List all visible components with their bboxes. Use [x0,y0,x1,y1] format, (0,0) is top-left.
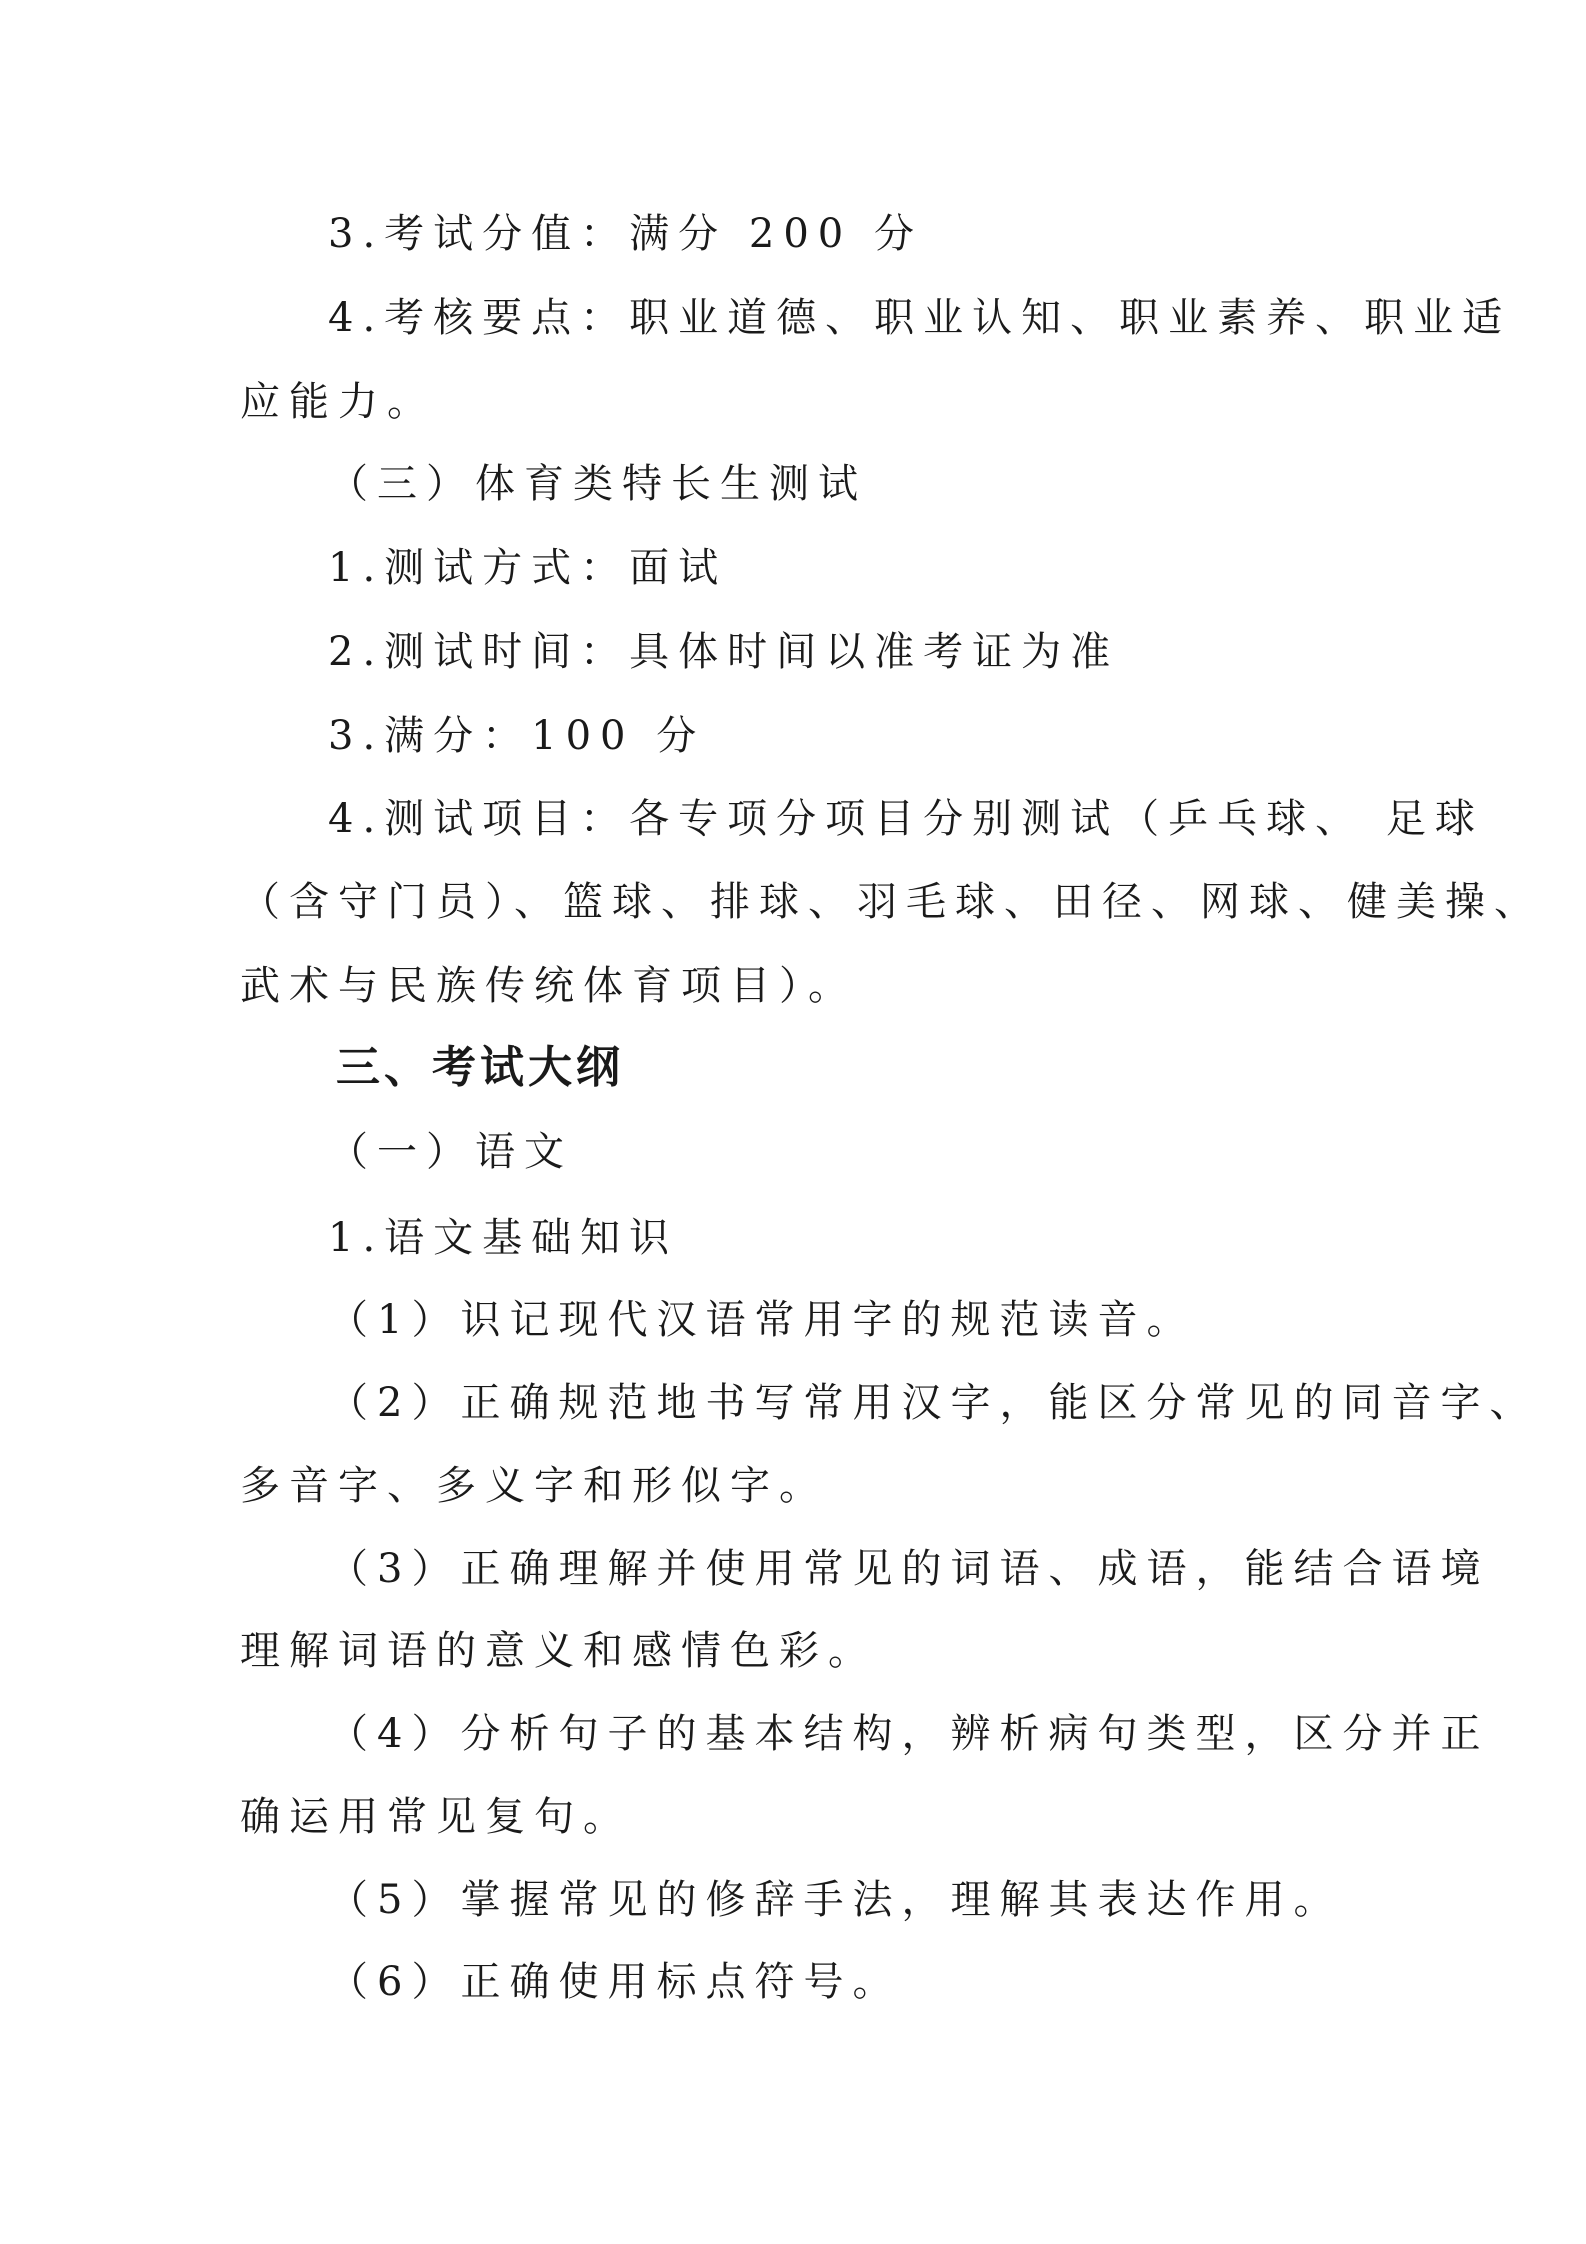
paragraph-assessment-points: 4.考核要点：职业道德、职业认知、职业素养、职业适 [328,295,1512,341]
paragraph-test-items-cont-1: （含守门员）、篮球、排球、羽毛球、田径、网球、健美操、 [240,879,1543,925]
list-item-1: （1）识记现代汉语常用字的规范读音。 [328,1297,1196,1343]
paragraph-basic-knowledge: 1.语文基础知识 [328,1215,679,1261]
paragraph-test-method: 1.测试方式：面试 [328,545,728,591]
paragraph-assessment-points-cont: 应能力。 [240,379,436,425]
paragraph-test-time: 2.测试时间：具体时间以准考证为准 [328,629,1120,675]
list-item-4: （4）分析句子的基本结构，辨析病句类型，区分并正 [328,1711,1490,1757]
paragraph-exam-score: 3.考试分值：满分 200 分 [328,211,923,257]
list-item-3: （3）正确理解并使用常见的词语、成语，能结合语境 [328,1546,1490,1592]
list-item-2-cont: 多音字、多义字和形似字。 [240,1463,828,1509]
paragraph-test-items-cont-2: 武术与民族传统体育项目）。 [240,963,857,1009]
list-item-4-cont: 确运用常见复句。 [240,1794,632,1840]
section-heading-exam-outline: 三、考试大纲 [336,1042,624,1093]
subheading-sports-test: （三）体育类特长生测试 [328,461,867,507]
paragraph-full-score: 3.满分：100 分 [328,713,706,759]
list-item-5: （5）掌握常见的修辞手法，理解其表达作用。 [328,1877,1343,1923]
list-item-3-cont: 理解词语的意义和感情色彩。 [240,1628,877,1674]
paragraph-test-items: 4.测试项目：各专项分项目分别测试（乒乓球、 足球 [328,796,1484,842]
list-item-2: （2）正确规范地书写常用汉字，能区分常见的同音字、 [328,1380,1539,1426]
subheading-chinese: （一）语文 [328,1129,573,1175]
list-item-6: （6）正确使用标点符号。 [328,1959,902,2005]
